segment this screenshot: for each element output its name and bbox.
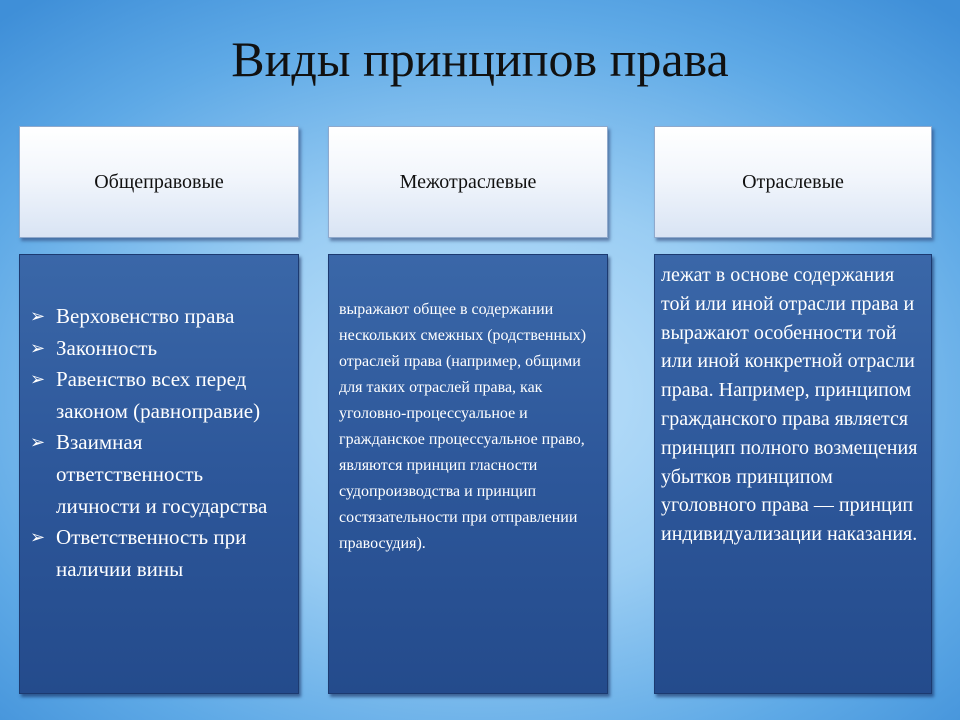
intersectoral-principles-panel [328,254,608,694]
general-principles-panel [19,254,299,694]
page-title: Виды принципов права [231,31,729,87]
header-intersectoral-principles [328,126,608,238]
arrow-bullet-icon: ➢ [30,527,46,549]
list-item: ➢ Законность [30,333,290,365]
header-intersectoral-label: Межотраслевые [399,170,537,193]
arrow-bullet-icon: ➢ [30,432,46,454]
header-general-label: Общеправовые [94,170,224,193]
arrow-bullet-icon: ➢ [30,337,46,359]
list-item: ➢ Равенство всех перед законом (равноправие) [30,364,290,427]
sectoral-description: лежат в основе содержания той или иной отрасли права и выражают особенности той или иной конкретной отрасли права. Например, принципом гражданского права является принцип полного возмещения убытков принципом уголовного права — принцип индивидуализации наказания. [661,264,918,546]
header-sectoral-principles [654,126,932,238]
list-item: ➢ Верховенство права [30,301,290,333]
intersectoral-description: выражают общее в содержании нескольких смежных (родственных) отраслей права (например, общими для таких отраслей права, как уголовно-процессуальное и гражданское процессуальное право, являются принцип гласности судопроизводства и принцип состязательности при отправлении правосудия). [339,301,587,552]
sectoral-principles-panel [654,254,932,694]
list-item: ➢ Взаимная ответственность личности и государства [30,427,290,522]
header-sectoral-label: Отраслевые [742,170,844,193]
arrow-bullet-icon: ➢ [30,306,46,327]
arrow-bullet-icon: ➢ [30,369,46,391]
header-general-principles [19,126,299,238]
list-item: ➢ Ответственность при наличии вины [30,522,290,585]
